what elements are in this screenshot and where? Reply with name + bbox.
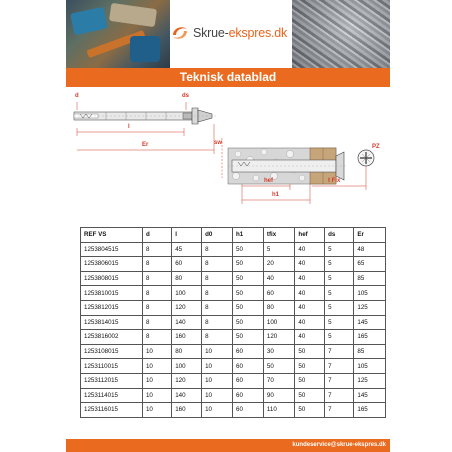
- table-cell: 8: [142, 242, 171, 257]
- table-cell: 50: [233, 242, 264, 257]
- table-cell: 45: [172, 242, 202, 257]
- table-cell: 5: [325, 330, 354, 345]
- col-header-tfix: tfix: [263, 228, 295, 243]
- technical-drawing: [66, 90, 390, 220]
- table-cell: 60: [233, 388, 264, 403]
- table-header-row: [81, 228, 386, 243]
- logo-text-right: ekspres.dk: [228, 26, 288, 40]
- table-cell: 30: [263, 344, 295, 359]
- table-cell: 145: [354, 315, 386, 330]
- table-cell: 1253814015: [81, 315, 143, 330]
- table-cell: 8: [202, 242, 233, 257]
- col-header-er: Er: [354, 228, 386, 243]
- table-cell: 7: [325, 388, 354, 403]
- label-tfix: t Fix: [328, 178, 341, 184]
- table-cell: 8: [202, 330, 233, 345]
- table-cell: 165: [354, 330, 386, 345]
- table-cell: 1253810015: [81, 286, 143, 301]
- table-cell: 105: [354, 359, 386, 374]
- table-cell: 160: [172, 330, 202, 345]
- table-cell: 7: [325, 373, 354, 388]
- table-cell: 70: [263, 373, 295, 388]
- label-hef: hef: [264, 178, 273, 184]
- brand-logo[interactable]: [170, 18, 292, 48]
- anchor-side-view: [74, 108, 216, 124]
- table-cell: 80: [172, 271, 202, 286]
- table-cell: 8: [142, 330, 171, 345]
- table-cell: 8: [202, 271, 233, 286]
- table-cell: 5: [325, 300, 354, 315]
- table-cell: 5: [263, 242, 295, 257]
- footer-bar: [66, 439, 390, 452]
- table-cell: 10: [142, 359, 171, 374]
- table-cell: 8: [202, 315, 233, 330]
- table-cell: 80: [263, 300, 295, 315]
- table-cell: 50: [263, 359, 295, 374]
- table-cell: 100: [263, 315, 295, 330]
- col-header-ref-vs: REF VS: [81, 228, 143, 243]
- table-cell: 20: [263, 257, 295, 272]
- table-cell: 110: [263, 403, 295, 418]
- table-cell: 10: [202, 373, 233, 388]
- label-h1: h1: [272, 192, 280, 198]
- label-pz: PZ: [372, 144, 380, 150]
- table-cell: 10: [142, 388, 171, 403]
- label-er: Er: [142, 142, 149, 148]
- table-cell: 1253808015: [81, 271, 143, 286]
- table-cell: 8: [142, 286, 171, 301]
- table-cell: 8: [142, 300, 171, 315]
- table-cell: 8: [202, 257, 233, 272]
- table-cell: 50: [295, 403, 325, 418]
- col-header-d0: d0: [202, 228, 233, 243]
- anchor-drawing-svg: [66, 90, 390, 220]
- col-header-d: d: [142, 228, 171, 243]
- table-cell: 1253112015: [81, 373, 143, 388]
- table-cell: 1253108015: [81, 344, 143, 359]
- table-row: [81, 388, 386, 403]
- col-header-h1: h1: [233, 228, 264, 243]
- table-cell: 5: [325, 257, 354, 272]
- table-cell: 50: [233, 330, 264, 345]
- table-cell: 1253812015: [81, 300, 143, 315]
- table-cell: 1253110015: [81, 359, 143, 374]
- col-header-l: l: [172, 228, 202, 243]
- table-cell: 8: [202, 300, 233, 315]
- table-row: [81, 257, 386, 272]
- col-header-hef: hef: [295, 228, 325, 243]
- table-cell: 100: [172, 359, 202, 374]
- label-ds: ds: [182, 93, 190, 99]
- table-cell: 120: [172, 373, 202, 388]
- table-cell: 120: [172, 300, 202, 315]
- datasheet-page: [66, 0, 390, 452]
- table-cell: 85: [354, 271, 386, 286]
- label-d: d: [75, 93, 79, 99]
- table-cell: 50: [233, 286, 264, 301]
- table-cell: 8: [142, 257, 171, 272]
- table-row: [81, 359, 386, 374]
- table-cell: 40: [263, 271, 295, 286]
- table-cell: 100: [172, 286, 202, 301]
- table-cell: 7: [325, 344, 354, 359]
- table-cell: 105: [354, 286, 386, 301]
- table-cell: 145: [354, 388, 386, 403]
- table-cell: 1253116015: [81, 403, 143, 418]
- footer-email-link[interactable]: kundeservice@skrue-ekspres.dk: [292, 442, 386, 448]
- table-cell: 50: [233, 257, 264, 272]
- table-cell: 50: [233, 315, 264, 330]
- table-cell: 5: [325, 271, 354, 286]
- pozidriv-head-icon: [358, 150, 374, 166]
- table-cell: 65: [354, 257, 386, 272]
- table-cell: 90: [263, 388, 295, 403]
- table-cell: 60: [233, 359, 264, 374]
- table-cell: 165: [354, 403, 386, 418]
- table-cell: 7: [325, 359, 354, 374]
- page-title: Teknisk datablad: [66, 68, 390, 87]
- tools-photo: [66, 0, 170, 68]
- table-cell: 60: [263, 286, 295, 301]
- table-row: [81, 373, 386, 388]
- table-cell: 125: [354, 300, 386, 315]
- table-cell: 50: [295, 359, 325, 374]
- table-cell: 10: [142, 403, 171, 418]
- table-cell: 140: [172, 388, 202, 403]
- table-cell: 1253806015: [81, 257, 143, 272]
- table-cell: 50: [233, 300, 264, 315]
- logo-swirl-icon: [170, 23, 190, 43]
- table-row: [81, 271, 386, 286]
- table-cell: 80: [172, 344, 202, 359]
- table-cell: 160: [172, 403, 202, 418]
- table-row: [81, 315, 386, 330]
- table-cell: 8: [142, 315, 171, 330]
- table-cell: 40: [295, 257, 325, 272]
- table-body: [81, 242, 386, 417]
- screws-photo: [292, 0, 390, 68]
- table-cell: 7: [325, 403, 354, 418]
- table-cell: 40: [295, 315, 325, 330]
- table-row: [81, 300, 386, 315]
- table-cell: 40: [295, 300, 325, 315]
- table-cell: 60: [233, 344, 264, 359]
- table-cell: 5: [325, 286, 354, 301]
- label-l: l: [128, 124, 130, 130]
- table-cell: 48: [354, 242, 386, 257]
- table-cell: 140: [172, 315, 202, 330]
- table-cell: 50: [295, 388, 325, 403]
- table-cell: 85: [354, 344, 386, 359]
- table-cell: 8: [142, 271, 171, 286]
- table-cell: 125: [354, 373, 386, 388]
- table-cell: 60: [233, 403, 264, 418]
- table-cell: 60: [233, 373, 264, 388]
- table-cell: 10: [202, 388, 233, 403]
- table-cell: 1253804515: [81, 242, 143, 257]
- table-cell: 60: [172, 257, 202, 272]
- table-cell: 1253114015: [81, 388, 143, 403]
- table-cell: 10: [202, 359, 233, 374]
- table-cell: 40: [295, 286, 325, 301]
- table-cell: 5: [325, 242, 354, 257]
- table-cell: 1253816002: [81, 330, 143, 345]
- table-row: [81, 242, 386, 257]
- logo-text-left: Skrue-: [193, 26, 229, 40]
- table-row: [81, 403, 386, 418]
- table-cell: 50: [295, 344, 325, 359]
- table-cell: 50: [233, 271, 264, 286]
- table-cell: 10: [142, 344, 171, 359]
- specification-table: [80, 227, 386, 418]
- table-row: [81, 286, 386, 301]
- table-cell: 10: [142, 373, 171, 388]
- table-cell: 50: [295, 373, 325, 388]
- table-cell: 120: [263, 330, 295, 345]
- col-header-ds: ds: [325, 228, 354, 243]
- table-row: [81, 344, 386, 359]
- table-cell: 10: [202, 403, 233, 418]
- table-cell: 40: [295, 242, 325, 257]
- table-cell: 5: [325, 315, 354, 330]
- table-cell: 10: [202, 344, 233, 359]
- table-cell: 40: [295, 330, 325, 345]
- label-sw: sw: [214, 140, 223, 146]
- table-cell: 40: [295, 271, 325, 286]
- table-row: [81, 330, 386, 345]
- table-cell: 8: [202, 286, 233, 301]
